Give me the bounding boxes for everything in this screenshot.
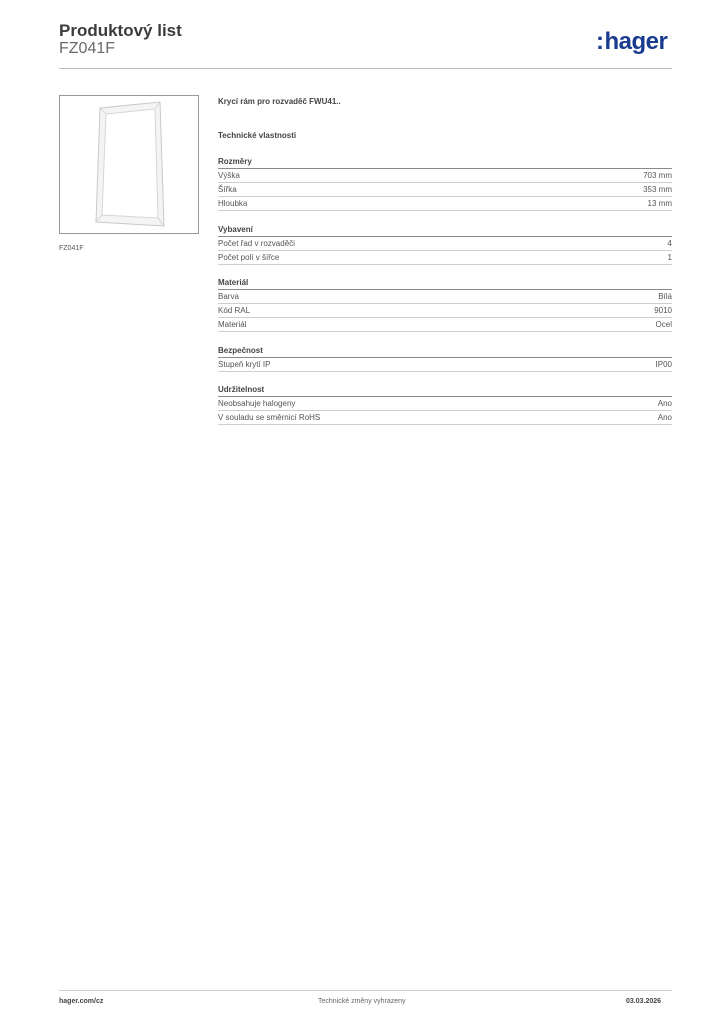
spec-row bbox=[218, 397, 672, 411]
frame-illustration bbox=[60, 96, 198, 233]
spec-row bbox=[218, 169, 672, 183]
section-title: Rozměry bbox=[218, 156, 672, 169]
product-image bbox=[59, 95, 199, 234]
spec-row bbox=[218, 358, 672, 372]
spec-value: Ocel bbox=[655, 320, 672, 329]
spec-value: IP00 bbox=[655, 360, 672, 369]
spec-row bbox=[218, 251, 672, 265]
section-safety bbox=[218, 345, 672, 372]
section-title: Vybavení bbox=[218, 224, 672, 237]
footer-date: 03.03.2026 bbox=[626, 998, 662, 1005]
footer-divider bbox=[59, 990, 672, 991]
spec-label: Počet řad v rozvaděči bbox=[218, 239, 295, 248]
spec-value: Ano bbox=[657, 399, 672, 408]
spec-label: V souladu se směrnicí RoHS bbox=[218, 413, 321, 422]
spec-value: 4 bbox=[667, 239, 672, 248]
spec-label: Stupeň krytí IP bbox=[218, 360, 271, 369]
product-code: FZ041F bbox=[59, 40, 116, 57]
footer-note: Technické změny vyhrazeny bbox=[318, 998, 406, 1005]
spec-label: Neobsahuje halogeny bbox=[218, 399, 296, 408]
image-caption: FZ041F bbox=[59, 245, 84, 252]
section-title: Bezpečnost bbox=[218, 345, 672, 358]
spec-row bbox=[218, 237, 672, 251]
spec-label: Materiál bbox=[218, 320, 247, 329]
spec-row bbox=[218, 197, 672, 211]
spec-value: 1 bbox=[667, 253, 672, 262]
spec-row bbox=[218, 183, 672, 197]
spec-row bbox=[218, 290, 672, 304]
spec-label: Šířka bbox=[218, 185, 237, 194]
spec-value: 9010 bbox=[654, 306, 672, 315]
spec-value: 13 mm bbox=[647, 199, 672, 208]
spec-value: Bílá bbox=[658, 292, 672, 301]
product-description: Krycí rám pro rozvaděč FWU41.. bbox=[218, 97, 341, 106]
section-sustainability bbox=[218, 384, 672, 425]
spec-value: Ano bbox=[657, 413, 672, 422]
spec-value: 703 mm bbox=[643, 171, 672, 180]
spec-row bbox=[218, 411, 672, 425]
hager-logo: :hager bbox=[596, 28, 668, 55]
page-title: Produktový list bbox=[59, 21, 182, 40]
spec-label: Výška bbox=[218, 171, 240, 180]
spec-label: Počet polí v šířce bbox=[218, 253, 280, 262]
logo-text: hager bbox=[604, 28, 668, 55]
spec-label: Barva bbox=[218, 292, 239, 301]
spec-label: Hloubka bbox=[218, 199, 248, 208]
technical-properties-title: Technické vlastnosti bbox=[218, 131, 297, 140]
spec-row bbox=[218, 318, 672, 332]
section-title: Udržitelnost bbox=[218, 384, 672, 397]
header-divider bbox=[59, 68, 672, 69]
section-equipment bbox=[218, 224, 672, 265]
spec-row bbox=[218, 304, 672, 318]
spec-value: 353 mm bbox=[643, 185, 672, 194]
section-material bbox=[218, 277, 672, 332]
section-title: Materiál bbox=[218, 277, 672, 290]
section-dimensions bbox=[218, 156, 672, 211]
spec-label: Kód RAL bbox=[218, 306, 251, 315]
footer-website-link[interactable]: hager.com/cz bbox=[59, 998, 104, 1005]
